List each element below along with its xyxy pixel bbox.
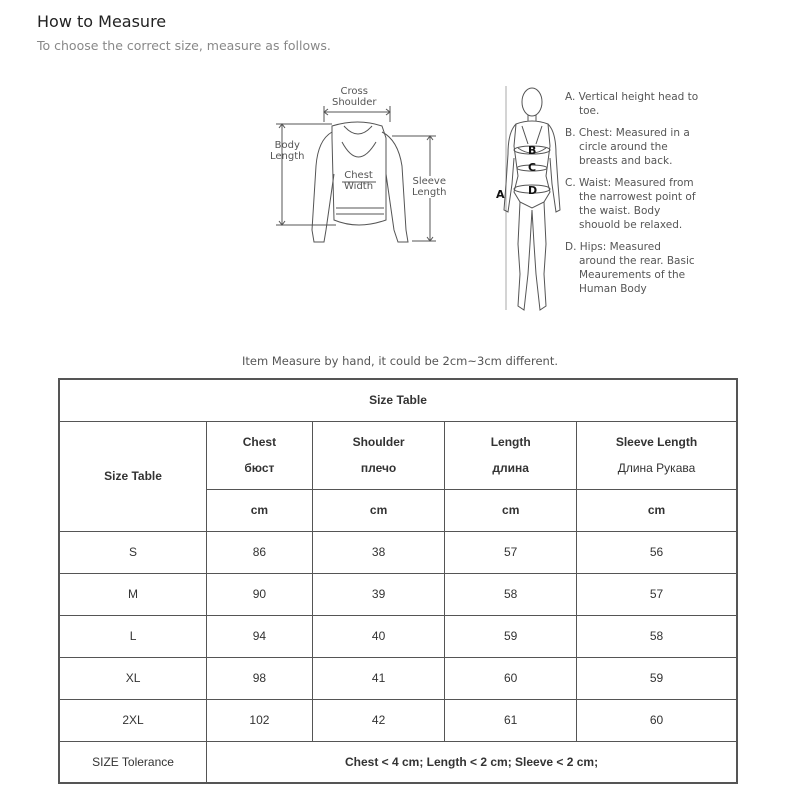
- cross-shoulder-label: [332, 86, 377, 108]
- sleeve-length-line2: Length: [412, 187, 447, 198]
- column-header-chest: [207, 421, 313, 489]
- value-cell: 61: [445, 699, 577, 741]
- column-header-ru: Длина Рукава: [617, 461, 696, 475]
- value-cell: 40: [312, 615, 445, 657]
- value-cell: 90: [207, 573, 313, 615]
- value-cell: 39: [312, 573, 445, 615]
- column-header-ru: бюст: [244, 461, 275, 475]
- note-a: A. Vertical height head to toe.: [565, 91, 699, 117]
- body-length-line2: Length: [270, 151, 305, 162]
- size-table-caption: Size Table: [59, 379, 737, 421]
- value-cell: 60: [576, 699, 737, 741]
- table-row: [59, 573, 737, 615]
- size-cell: 2XL: [59, 699, 207, 741]
- value-cell: 86: [207, 531, 313, 573]
- column-header-shoulder: [312, 421, 445, 489]
- value-cell: 60: [445, 657, 577, 699]
- body-length-label: [270, 140, 305, 162]
- table-row: [59, 615, 737, 657]
- unit-cell: cm: [207, 489, 313, 531]
- unit-cell: cm: [445, 489, 577, 531]
- table-row: [59, 657, 737, 699]
- value-cell: 98: [207, 657, 313, 699]
- body-diagram: [494, 84, 574, 324]
- value-cell: 94: [207, 615, 313, 657]
- marker-a: A: [496, 188, 505, 201]
- unit-cell: cm: [312, 489, 445, 531]
- table-row: [59, 699, 737, 741]
- size-cell: XL: [59, 657, 207, 699]
- marker-b: B: [528, 144, 537, 157]
- note-c: C. Waist: Measured from the narrowest point of the waist. Body shouold be relaxed.: [565, 177, 696, 231]
- column-header-length: [445, 421, 577, 489]
- column-header-sleeve-length: [576, 421, 737, 489]
- value-cell: 59: [445, 615, 577, 657]
- page-subtitle: To choose the correct size, measure as follows.: [37, 38, 331, 53]
- garment-diagram: [262, 80, 447, 260]
- column-header-en: Chest: [242, 435, 277, 449]
- value-cell: 58: [445, 573, 577, 615]
- size-table: [58, 378, 738, 784]
- unit-cell: cm: [576, 489, 737, 531]
- marker-c: C: [528, 161, 537, 174]
- value-cell: 57: [445, 531, 577, 573]
- value-cell: 57: [576, 573, 737, 615]
- column-header-en: Length: [490, 435, 531, 449]
- measure-remark: Item Measure by hand, it could be 2cm~3cm different.: [241, 354, 559, 368]
- sleeve-length-line1: Sleeve: [412, 176, 446, 187]
- note-d: D. Hips: Measured around the rear. Basic Meaurements of the Human Body: [565, 241, 695, 295]
- sleeve-length-label: [412, 176, 447, 198]
- size-table-row-header: Size Table: [59, 421, 207, 531]
- column-header-ru: длина: [492, 461, 529, 475]
- value-cell: 58: [576, 615, 737, 657]
- column-header-en: Shoulder: [352, 435, 405, 449]
- value-cell: 42: [312, 699, 445, 741]
- size-cell: S: [59, 531, 207, 573]
- measurement-notes: [565, 90, 700, 304]
- column-header-ru: плечо: [360, 461, 397, 475]
- chest-width-line2: Width: [344, 181, 374, 192]
- chest-width-line1: Chest: [344, 170, 373, 181]
- chest-width-label: [344, 170, 373, 192]
- body-length-line1: Body: [274, 140, 300, 151]
- value-cell: 59: [576, 657, 737, 699]
- value-cell: 41: [312, 657, 445, 699]
- note-b: B. Chest: Measured in a circle around the breasts and back.: [565, 127, 690, 167]
- page-title: How to Measure: [37, 12, 167, 31]
- size-cell: L: [59, 615, 207, 657]
- column-header-en: Sleeve Length: [615, 435, 698, 449]
- value-cell: 38: [312, 531, 445, 573]
- cross-shoulder-line1: Cross: [340, 86, 368, 97]
- cross-shoulder-line2: Shoulder: [332, 97, 377, 108]
- size-cell: M: [59, 573, 207, 615]
- tolerance-value: Chest < 4 cm; Length < 2 cm; Sleeve < 2 cm;: [207, 741, 737, 783]
- marker-d: D: [528, 184, 538, 197]
- value-cell: 56: [576, 531, 737, 573]
- human-figure-drawing: [494, 84, 574, 324]
- tolerance-label: SIZE Tolerance: [59, 741, 207, 783]
- table-row: [59, 531, 737, 573]
- value-cell: 102: [207, 699, 313, 741]
